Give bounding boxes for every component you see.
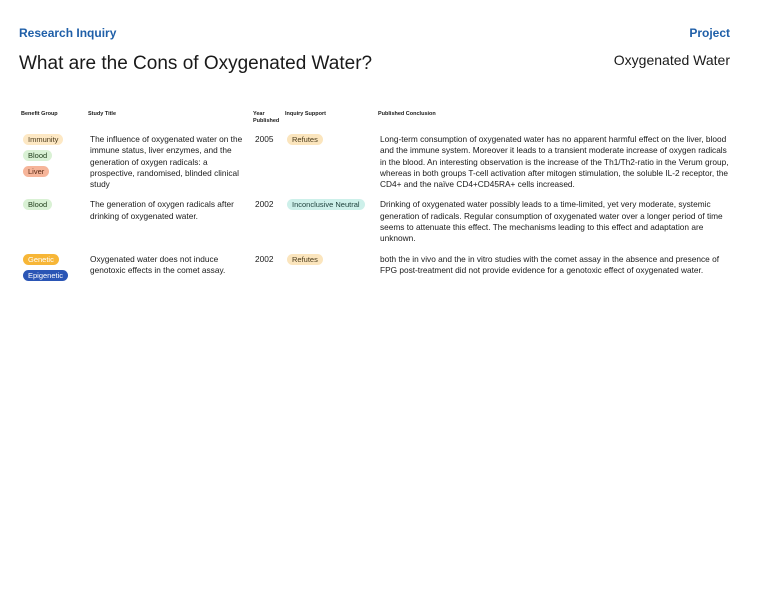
year-published-cell: 2002 <box>255 199 274 210</box>
published-conclusion-cell: both the in vivo and the in vitro studies with the comet assay in the absence and presence of FPG post-treatment did not provide evidence for a genotoxic effect of oxygenated water. <box>380 253 719 275</box>
tag-blood: Blood <box>23 150 52 161</box>
benefit-group-cell <box>19 129 86 194</box>
support-badge-inconclusive-neutral: Inconclusive Neutral <box>287 199 365 210</box>
column-header-year-published: Year Published <box>253 111 280 124</box>
year-published-cell: 2002 <box>255 253 274 264</box>
tag-epigenetic: Epigenetic <box>23 270 68 281</box>
support-badge-refutes: Refutes <box>287 134 323 145</box>
inquiry-support-cell <box>283 129 376 194</box>
table-row <box>19 129 735 194</box>
study-title-cell: The influence of oxygenated water on the immune status, liver enzymes, and the generation of oxygen radicals: a prospective, randomised, blinded clinical study <box>90 134 243 190</box>
benefit-group-cell <box>19 249 86 290</box>
column-header-inquiry-support: Inquiry Support <box>285 111 326 117</box>
study-title-cell: The generation of oxygen radicals after drinking of oxygenated water. <box>90 199 234 221</box>
tag-immunity: Immunity <box>23 134 63 145</box>
benefit-group-cell <box>19 194 86 248</box>
tag-blood: Blood <box>23 199 52 210</box>
table-row <box>19 194 735 248</box>
page-title: What are the Cons of Oxygenated Water? <box>19 53 373 74</box>
tag-genetic: Genetic <box>23 254 59 265</box>
inquiry-support-cell <box>283 249 376 290</box>
project-name: Oxygenated Water <box>613 52 730 68</box>
research-inquiry-label: Research Inquiry <box>19 26 117 40</box>
studies-table <box>19 111 735 290</box>
support-badge-refutes: Refutes <box>287 254 323 265</box>
year-published-cell: 2005 <box>255 134 274 144</box>
column-header-published-conclusion: Published Conclusion <box>378 111 436 117</box>
study-title-cell: Oxygenated water does not induce genotoxic effects in the comet assay. <box>90 253 226 275</box>
table-row <box>19 249 735 290</box>
column-header-study-title: Study Title <box>88 111 117 117</box>
inquiry-support-cell <box>283 194 376 248</box>
published-conclusion-cell: Drinking of oxygenated water possibly leads to a time-limited, yet very moderate, systemic generation of radicals. Regular consumption of oxygenated water over a longer period of time seems to attenuate this effect. The mechanisms leading to this effect and adaptation are unknown. <box>380 199 723 244</box>
table-header-row <box>19 111 735 129</box>
project-label: Project <box>689 26 730 40</box>
tag-liver: Liver <box>23 166 49 177</box>
column-header-benefit-group: Benefit Group <box>21 111 58 117</box>
published-conclusion-cell: Long-term consumption of oxygenated water has no apparent harmful effect on the liver, blood and the immune system. Moreover it leads to a transient moderate increase of oxygen radicals in the blood. An interesting observation is the increase of the Th1/Th2-ratio in the Verum group, whereas in both groups T-cell activation after mitogen stimulation, the soluble IL-2 receptor, the CD4+ and the naïve CD4+CD45RA+ cells increased. <box>380 134 729 190</box>
